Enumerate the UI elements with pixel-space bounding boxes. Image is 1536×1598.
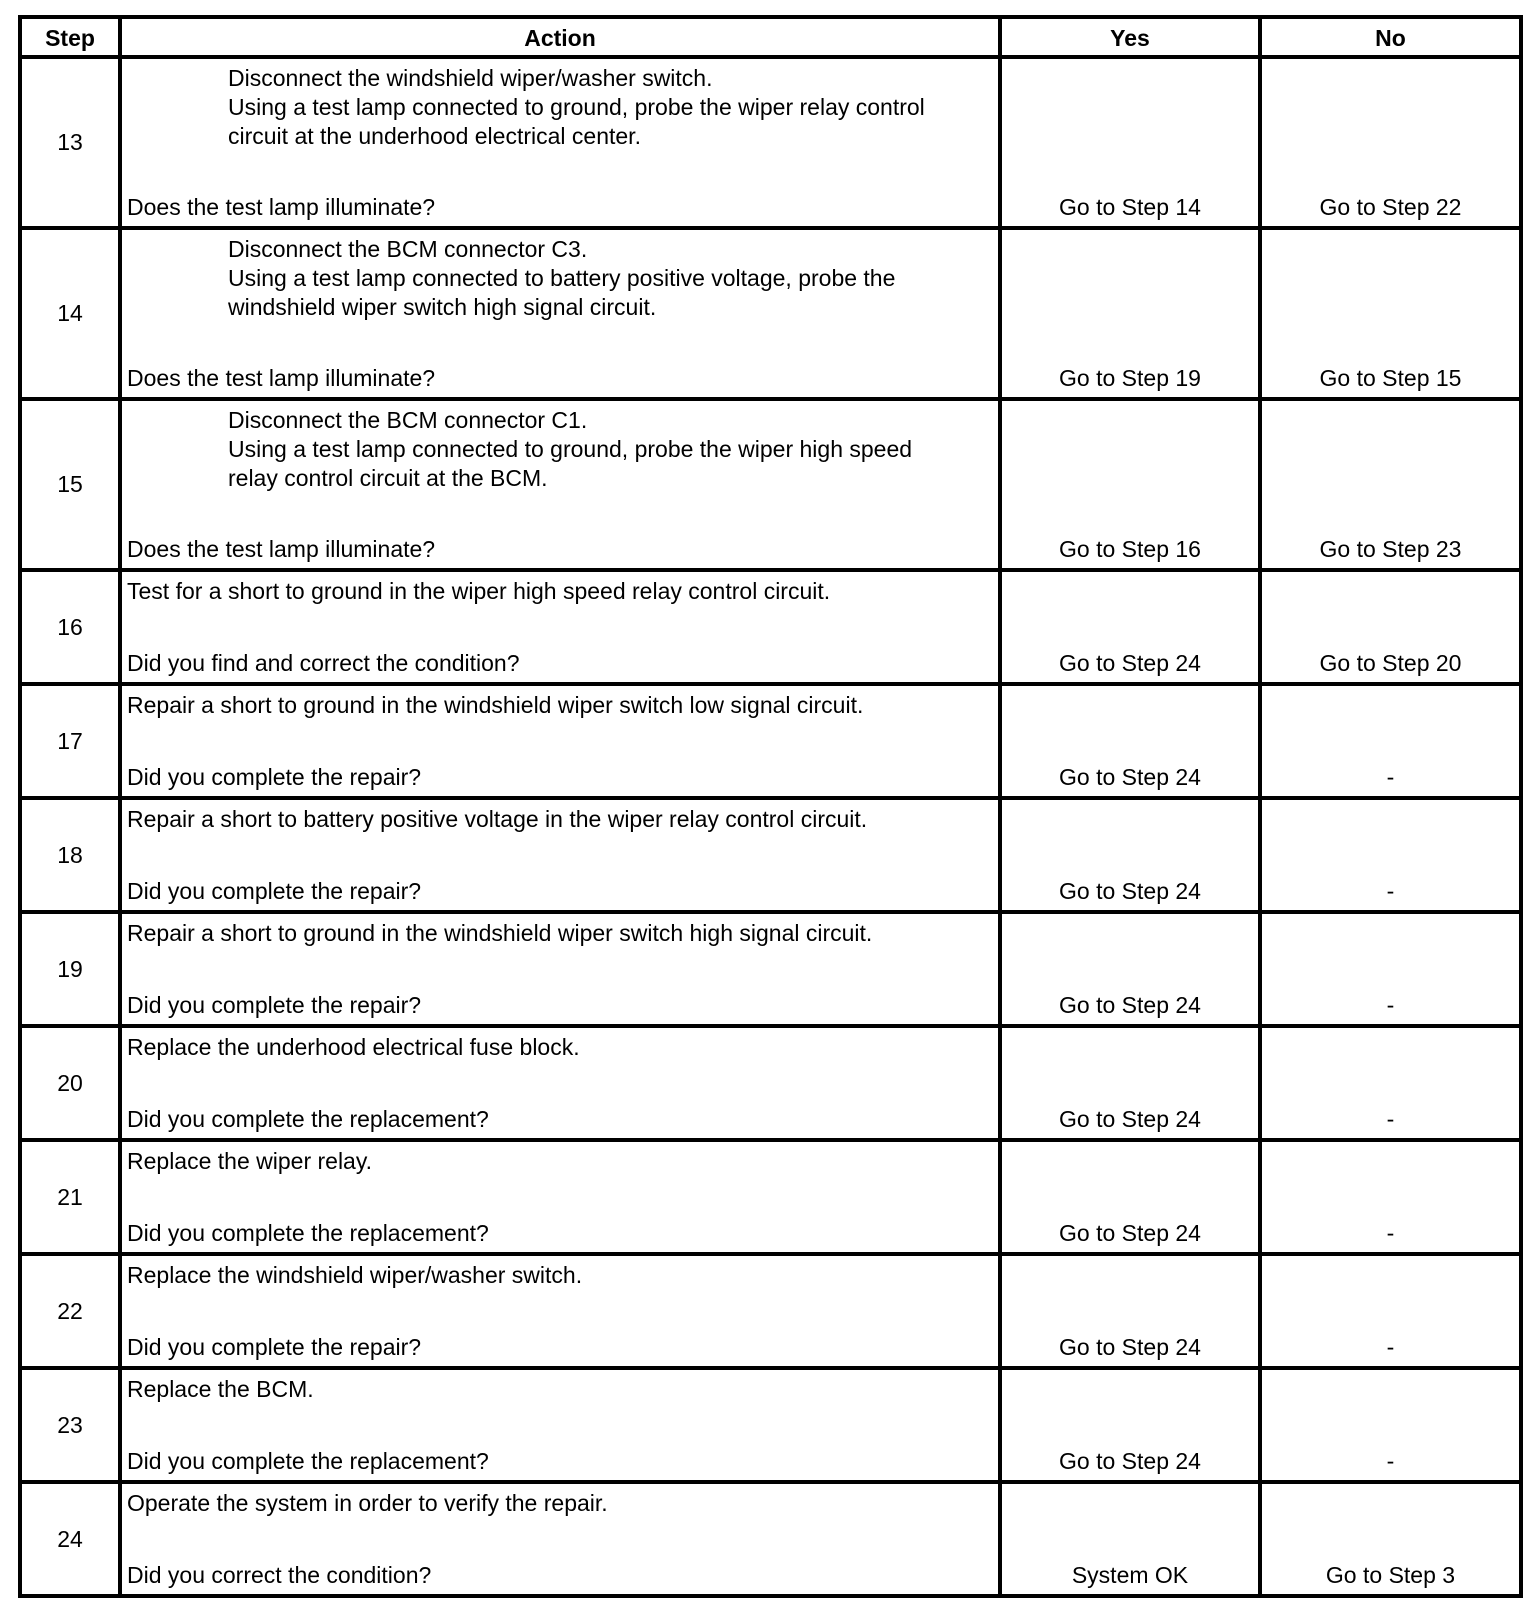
action-line: circuit at the underhood electrical center.: [228, 123, 641, 149]
step-number: 13: [20, 57, 120, 228]
action-question: Did you complete the replacement?: [127, 1220, 489, 1246]
table-row: [20, 570, 1521, 684]
table-row: [20, 1140, 1521, 1254]
yes-result: Go to Step 24: [1000, 912, 1260, 1026]
table-row: [20, 1482, 1521, 1596]
yes-result: Go to Step 24: [1000, 798, 1260, 912]
action-text: Repair a short to ground in the windshield wiper switch high signal circuit.: [127, 920, 873, 946]
yes-result: Go to Step 14: [1000, 57, 1260, 228]
no-result: Go to Step 3: [1260, 1482, 1521, 1596]
no-result: -: [1260, 684, 1521, 798]
table-row: [20, 798, 1521, 912]
header-action: Action: [120, 17, 1000, 57]
step-number: 19: [20, 912, 120, 1026]
action-cell: [120, 684, 1000, 798]
step-number: 20: [20, 1026, 120, 1140]
yes-result: Go to Step 24: [1000, 684, 1260, 798]
table-row: [20, 399, 1521, 570]
table-header-row: [20, 17, 1521, 57]
action-line: relay control circuit at the BCM.: [228, 465, 548, 491]
action-question: Did you find and correct the condition?: [127, 650, 520, 676]
action-question: Does the test lamp illuminate?: [127, 365, 436, 391]
step-number: 16: [20, 570, 120, 684]
no-result: Go to Step 22: [1260, 57, 1521, 228]
header-yes: Yes: [1000, 17, 1260, 57]
step-number: 18: [20, 798, 120, 912]
table-row: [20, 1368, 1521, 1482]
action-cell: [120, 1026, 1000, 1140]
no-result: -: [1260, 1254, 1521, 1368]
header-step: Step: [20, 17, 120, 57]
no-result: Go to Step 15: [1260, 228, 1521, 399]
step-number: 14: [20, 228, 120, 399]
step-number: 24: [20, 1482, 120, 1596]
action-question: Does the test lamp illuminate?: [127, 536, 436, 562]
no-result: -: [1260, 1026, 1521, 1140]
yes-result: Go to Step 24: [1000, 1254, 1260, 1368]
yes-result: Go to Step 24: [1000, 1026, 1260, 1140]
action-line: Using a test lamp connected to battery positive voltage, probe the: [228, 265, 896, 291]
no-result: Go to Step 20: [1260, 570, 1521, 684]
table-row: [20, 228, 1521, 399]
table-row: [20, 684, 1521, 798]
action-question: Did you complete the replacement?: [127, 1448, 489, 1474]
action-cell: [120, 399, 1000, 570]
action-text: Replace the wiper relay.: [127, 1148, 373, 1174]
action-text: Operate the system in order to verify the repair.: [127, 1490, 608, 1516]
yes-result: Go to Step 24: [1000, 570, 1260, 684]
no-result: -: [1260, 1368, 1521, 1482]
step-number: 22: [20, 1254, 120, 1368]
no-result: -: [1260, 798, 1521, 912]
action-text: Test for a short to ground in the wiper high speed relay control circuit.: [127, 578, 831, 604]
action-cell: [120, 798, 1000, 912]
action-question: Did you complete the repair?: [127, 764, 422, 790]
step-number: 17: [20, 684, 120, 798]
action-question: Did you complete the replacement?: [127, 1106, 489, 1132]
yes-result: Go to Step 16: [1000, 399, 1260, 570]
action-text: Replace the underhood electrical fuse block.: [127, 1034, 580, 1060]
action-question: Did you complete the repair?: [127, 878, 422, 904]
action-question: Did you complete the repair?: [127, 1334, 422, 1360]
diagnostic-steps-table: [18, 15, 1523, 1598]
action-line: Using a test lamp connected to ground, probe the wiper high speed: [228, 436, 913, 462]
yes-result: Go to Step 24: [1000, 1368, 1260, 1482]
action-text: Replace the BCM.: [127, 1376, 314, 1402]
table-row: [20, 912, 1521, 1026]
action-cell: [120, 228, 1000, 399]
no-result: -: [1260, 1140, 1521, 1254]
yes-result: Go to Step 24: [1000, 1140, 1260, 1254]
action-cell: [120, 1482, 1000, 1596]
yes-result: Go to Step 19: [1000, 228, 1260, 399]
action-cell: [120, 1254, 1000, 1368]
no-result: Go to Step 23: [1260, 399, 1521, 570]
step-number: 23: [20, 1368, 120, 1482]
action-cell: [120, 570, 1000, 684]
action-instructions: [127, 64, 990, 151]
action-question: Did you complete the repair?: [127, 992, 422, 1018]
action-line: Using a test lamp connected to ground, probe the wiper relay control: [228, 94, 925, 120]
action-cell: [120, 912, 1000, 1026]
action-line: windshield wiper switch high signal circuit.: [228, 294, 657, 320]
header-no: No: [1260, 17, 1521, 57]
action-line: Disconnect the BCM connector C1.: [228, 407, 588, 433]
action-instructions: [127, 406, 990, 493]
action-question: Did you correct the condition?: [127, 1562, 432, 1588]
table-row: [20, 1254, 1521, 1368]
yes-result: System OK: [1000, 1482, 1260, 1596]
table-row: [20, 1026, 1521, 1140]
step-number: 15: [20, 399, 120, 570]
action-line: Disconnect the BCM connector C3.: [228, 236, 588, 262]
action-cell: [120, 1140, 1000, 1254]
action-instructions: [127, 235, 990, 322]
action-text: Replace the windshield wiper/washer switch.: [127, 1262, 583, 1288]
action-question: Does the test lamp illuminate?: [127, 194, 436, 220]
action-text: Repair a short to ground in the windshield wiper switch low signal circuit.: [127, 692, 864, 718]
action-cell: [120, 57, 1000, 228]
step-number: 21: [20, 1140, 120, 1254]
action-text: Repair a short to battery positive voltage in the wiper relay control circuit.: [127, 806, 868, 832]
action-line: Disconnect the windshield wiper/washer switch.: [228, 65, 713, 91]
action-cell: [120, 1368, 1000, 1482]
table-row: [20, 57, 1521, 228]
no-result: -: [1260, 912, 1521, 1026]
